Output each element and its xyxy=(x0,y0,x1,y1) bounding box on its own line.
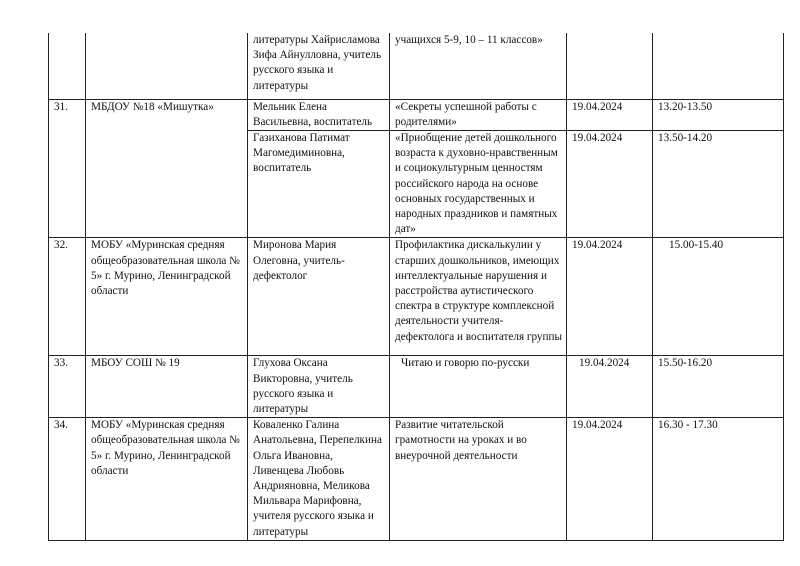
row-number: 33. xyxy=(49,356,86,418)
topic-cell: «Приобщение детей дошкольного возраста к духовно-нравственным и социокультурным ценностям российского народа на основе основных государственных и народных праздников и памятных дат» xyxy=(390,130,567,237)
organization-cell: МБОУ СОШ № 19 xyxy=(86,356,248,418)
table-row-32 xyxy=(49,238,784,356)
organization-cell: МОБУ «Муринская средняя общеобразовательная школа № 5» г. Мурино, Ленинградской области xyxy=(86,418,248,541)
events-schedule-table xyxy=(48,33,784,541)
table-row-31 xyxy=(49,99,784,130)
topic-cell: Читаю и говорю по-русски xyxy=(390,356,567,418)
speakers-cell: Мельник Елена Васильевна, воспитатель xyxy=(248,99,390,130)
table-row-33 xyxy=(49,356,784,418)
time-cell: 13.50-14.20 xyxy=(653,130,784,237)
date-cell: 19.04.2024 xyxy=(567,130,653,237)
time-cell: 16.30 - 17.30 xyxy=(653,418,784,541)
date-cell: 19.04.2024 xyxy=(567,238,653,356)
date-cell: 19.04.2024 xyxy=(567,418,653,541)
topic-cell: учащихся 5-9, 10 – 11 классов» xyxy=(390,33,567,99)
organization-cell: МОБУ «Муринская средняя общеобразовательная школа № 5» г. Мурино, Ленинградской области xyxy=(86,238,248,356)
speakers-cell: Коваленко Галина Анатольевна, Перепелкина Ольга Ивановна, Ливенцева Любовь Андрияновна, Меликова Мильвара Марифовна, учителя русского языка и литературы xyxy=(248,418,390,541)
topic-cell: «Секреты успешной работы с родителями» xyxy=(390,99,567,130)
speakers-cell: Глухова Оксана Викторовна, учитель русского языка и литературы xyxy=(248,356,390,418)
speakers-cell: литературы Хайрисламова Зифа Айнулловна, учитель русского языка и литературы xyxy=(248,33,390,99)
time-cell: 15.00-15.40 xyxy=(653,238,784,356)
table-row-continued xyxy=(49,33,784,99)
row-number: 34. xyxy=(49,418,86,541)
organization-cell xyxy=(86,33,248,99)
topic-cell: Развитие читательской грамотности на уроках и во внеурочной деятельности xyxy=(390,418,567,541)
table-row-34 xyxy=(49,418,784,541)
date-cell: 19.04.2024 xyxy=(567,99,653,130)
date-cell xyxy=(567,33,653,99)
date-cell: 19.04.2024 xyxy=(567,356,653,418)
row-number: 32. xyxy=(49,238,86,356)
speakers-cell: Газиханова Патимат Магомедиминовна, воспитатель xyxy=(248,130,390,237)
time-cell: 13.20-13.50 xyxy=(653,99,784,130)
time-cell: 15.50-16.20 xyxy=(653,356,784,418)
topic-cell: Профилактика дискалькулии у старших дошкольников, имеющих интеллектуальные нарушения и расстройства аутистического спектра в структуре комплексной деятельности учителя-дефектолога и воспитателя группы xyxy=(390,238,567,356)
organization-cell: МБДОУ №18 «Мишутка» xyxy=(86,99,248,238)
speakers-cell: Миронова Мария Олеговна, учитель-дефектолог xyxy=(248,238,390,356)
row-number xyxy=(49,33,86,99)
time-cell xyxy=(653,33,784,99)
row-number: 31. xyxy=(49,99,86,238)
